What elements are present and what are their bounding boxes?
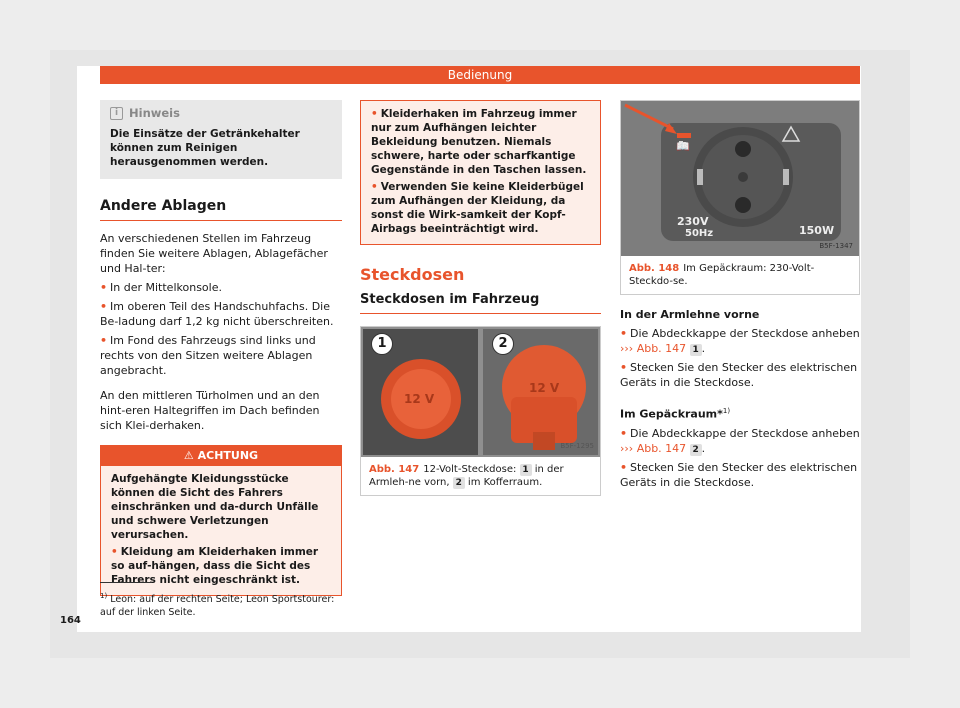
warning-box xyxy=(100,445,342,596)
figure-caption: Abb. 148 Im Gepäckraum: 230-Volt-Steckdo-se. xyxy=(629,263,815,287)
socket-label-12v-front: 12 V xyxy=(404,392,435,406)
note-text: Die Einsätze der Getränkehalter können zum Reinigen herausgenommen werden. xyxy=(110,128,300,168)
warning-icon: ⚠ xyxy=(183,449,194,462)
list-item: • Stecken Sie den Stecker des elektrischen Geräts in die Steckdose. xyxy=(620,361,858,389)
book-icon: 📖 xyxy=(676,140,690,153)
list-item: • Verwenden Sie keine Kleiderbügel zum Aufhängen der Kleidung, da sonst die Wirk-samkeit der Kopf-Airbags beeinträchtigt wird. xyxy=(371,181,584,235)
figure-147 xyxy=(360,326,601,496)
bullet-icon: • xyxy=(100,300,108,313)
intro-text: An verschiedenen Stellen im Fahrzeug finden Sie weitere Ablagen, Ablagefächer und Hal-ter: xyxy=(100,232,328,275)
bullet-icon: • xyxy=(620,327,628,340)
figure-label-1: 1 xyxy=(371,333,393,355)
figure-image xyxy=(361,327,600,457)
socket-label-12v-trunk: 12 V xyxy=(529,381,560,395)
callout-number: 2 xyxy=(453,477,465,489)
socket-12v-illustration xyxy=(361,327,600,457)
column-left xyxy=(100,100,342,596)
figure-reference-link[interactable]: ››› Abb. 147 xyxy=(620,441,687,455)
callout-number: 1 xyxy=(520,464,532,476)
bullet-icon: • xyxy=(620,361,628,374)
bullet-icon: • xyxy=(100,334,108,347)
figure-code: B5F-1347 xyxy=(819,242,853,250)
footnote-text: Leon: auf der rechten Seite; Leon Sportstourer: auf der linken Seite. xyxy=(100,594,335,619)
callout-number: 2 xyxy=(690,444,702,456)
column-middle xyxy=(360,100,601,496)
list-item: • Kleidung am Kleiderhaken immer so auf-hängen, dass die Sicht des Fahrers nicht eingeschränkt ist. xyxy=(111,546,319,586)
info-icon: i xyxy=(110,107,123,120)
subheading-gepaeckraum: Im Gepäckraum*$^{1)}$ xyxy=(620,407,731,421)
footnote-mark: 1) xyxy=(100,592,108,600)
note-box xyxy=(100,100,342,179)
figure-caption: Abb. 147 12-Volt-Steckdose: 1 in der Armleh-ne vorn, 2 im Kofferraum. xyxy=(369,464,564,488)
list-item: • Im oberen Teil des Handschuhfachs. Die Be-ladung darf 1,2 kg nicht überschreiten. xyxy=(100,300,334,328)
bullet-icon: • xyxy=(620,426,628,440)
figure-reference-link[interactable]: ››› Abb. 147 xyxy=(620,342,687,355)
paragraph-kleiderhaken: An den mittleren Türholmen und an den hint-eren Haltegriffen im Dach befinden sich Klei-derhaken. xyxy=(100,389,320,432)
bullet-icon: • xyxy=(111,546,118,558)
footnote xyxy=(100,590,345,619)
figure-image xyxy=(621,101,859,256)
chapter-title: Steckdosen xyxy=(360,265,465,284)
bullet-icon: • xyxy=(371,181,378,193)
bullet-icon: • xyxy=(371,108,378,120)
figure-label-2: 2 xyxy=(492,333,514,355)
bullet-icon: • xyxy=(620,460,628,474)
figure-code: B5F-1295 xyxy=(560,442,594,450)
socket-voltage-label: 230V xyxy=(677,215,709,228)
page-number: 164 xyxy=(60,615,81,626)
warning-continued-box xyxy=(360,100,601,245)
list-item: • Die Abdeckkappe der Steckdose anheben ››› Abb. 147 1 . xyxy=(620,327,860,355)
bullet-icon: • xyxy=(100,281,108,294)
list-item: • Stecken Sie den Stecker des elektrischen Geräts in die Steckdose. xyxy=(620,460,858,489)
list-item: • Die Abdeckkappe der Steckdose anheben ››› Abb. 147 2 . xyxy=(620,426,860,455)
section-header: Bedienung xyxy=(100,66,860,84)
subheading-armlehne: In der Armlehne vorne xyxy=(620,308,760,321)
list-item: • In der Mittelkonsole. xyxy=(100,281,222,294)
list-item: • Kleiderhaken im Fahrzeug immer nur zum Aufhängen leichter Bekleidung benutzen. Niemals schwere, harte oder scharfkantige Gegenstände in den Taschen lassen. xyxy=(371,108,587,176)
socket-frequency-label: 50Hz xyxy=(685,228,714,239)
socket-power-label: 150W xyxy=(799,224,835,237)
footnote-divider xyxy=(100,582,152,583)
callout-number: 1 xyxy=(690,344,702,356)
figure-number: Abb. 147 xyxy=(369,464,420,475)
column-right xyxy=(620,100,860,490)
figure-148 xyxy=(620,100,860,295)
note-title: Hinweis xyxy=(129,106,180,120)
list-item: • Im Fond des Fahrzeugs sind links und rechts von den Sitzen weitere Ablagen angebracht. xyxy=(100,334,316,377)
warning-text: Aufgehängte Kleidungsstücke können die Sicht des Fahrers einschränken und da-durch Unfälle und schwere Verletzungen verursachen. xyxy=(111,473,319,541)
figure-number: Abb. 148 xyxy=(629,263,680,274)
section-title: Steckdosen im Fahrzeug xyxy=(360,292,601,314)
footnote-marker: 1) xyxy=(722,407,731,415)
heading-andere-ablagen: Andere Ablagen xyxy=(100,199,342,221)
warning-title: ACHTUNG xyxy=(197,449,259,462)
